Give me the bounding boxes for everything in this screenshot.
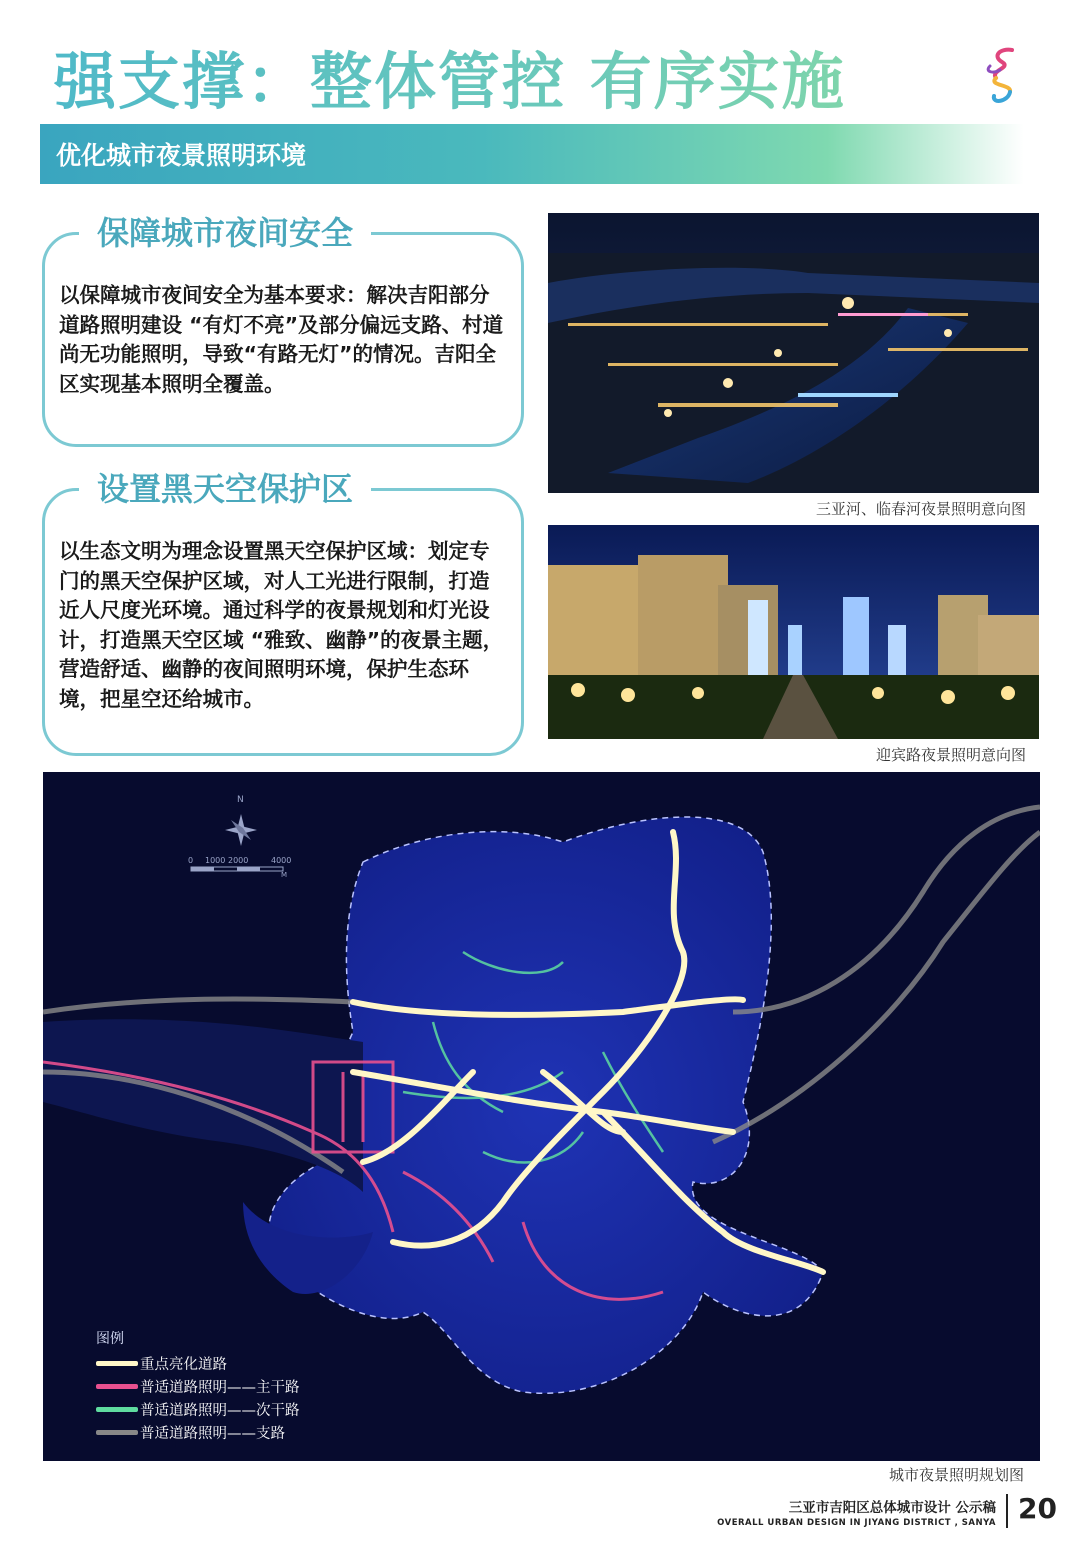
section-title: 优化城市夜景照明环境 [56, 141, 307, 170]
legend-label: 普适道路照明——次干路 [140, 1403, 300, 1419]
scale-label-0: 0 [188, 856, 194, 865]
legend-swatch-branch [96, 1430, 138, 1435]
legend-swatch-arterial [96, 1384, 138, 1389]
legend-title: 图例 [96, 1331, 124, 1347]
footer-divider [1006, 1494, 1008, 1528]
scale-label-4000: 4000 [271, 856, 292, 865]
scale-label-2000: 2000 [228, 856, 249, 865]
scale-label-1000: 1000 [205, 856, 226, 865]
dark-sky-box [42, 470, 524, 756]
sanya-logo-icon [982, 46, 1026, 108]
dark-sky-text: 以生态文明为理念设置黑天空保护区域：划定专门的黑天空保护区域，对人工光进行限制，打造近人尺度光环境。通过科学的夜景规划和灯光设计，打造黑天空区域 “雅致、幽静”的夜景主题，营造舒适、幽静的夜间照明环境，保护生态环境，把星空还给城市。 [59, 539, 504, 711]
road-photo-caption: 迎宾路夜景照明意向图 [875, 746, 1026, 764]
compass-north-label: N [237, 795, 244, 805]
scale-unit: M [281, 871, 288, 879]
river-night-photo [548, 213, 1039, 493]
page-title: 强支撑：整体管控 有序实施 [54, 40, 954, 124]
night-safety-box [42, 214, 524, 447]
legend-row [96, 1375, 300, 1398]
map-legend [96, 1328, 300, 1444]
legend-label: 重点亮化道路 [140, 1357, 227, 1373]
night-safety-heading: 保障城市夜间安全 [79, 209, 371, 257]
river-photo-caption: 三亚河、临春河夜景照明意向图 [815, 500, 1026, 518]
legend-row [96, 1421, 300, 1444]
legend-row [96, 1352, 300, 1375]
legend-swatch-key-roads [96, 1361, 138, 1366]
yingbin-road-photo [548, 525, 1039, 739]
map-caption: 城市夜景照明规划图 [888, 1466, 1024, 1484]
footer-project-title-en: OVERALL URBAN DESIGN IN JIYANG DISTRICT , SANYA [717, 1518, 996, 1528]
night-safety-text: 以保障城市夜间安全为基本要求：解决吉阳部分道路照明建设 “有灯不亮”及部分偏远支路、村道尚无功能照明，导致“有路无灯”的情况。吉阳全区实现基本照明全覆盖。 [59, 283, 504, 396]
legend-label: 普适道路照明——主干路 [140, 1380, 300, 1396]
page-number: 20 [1018, 1492, 1057, 1525]
dark-sky-heading: 设置黑天空保护区 [79, 465, 371, 513]
section-banner [40, 124, 1024, 184]
footer-project-title: 三亚市吉阳区总体城市设计 公示稿 [788, 1500, 996, 1516]
legend-swatch-secondary [96, 1407, 138, 1412]
legend-label: 普适道路照明——支路 [140, 1426, 285, 1442]
legend-row [96, 1398, 300, 1421]
